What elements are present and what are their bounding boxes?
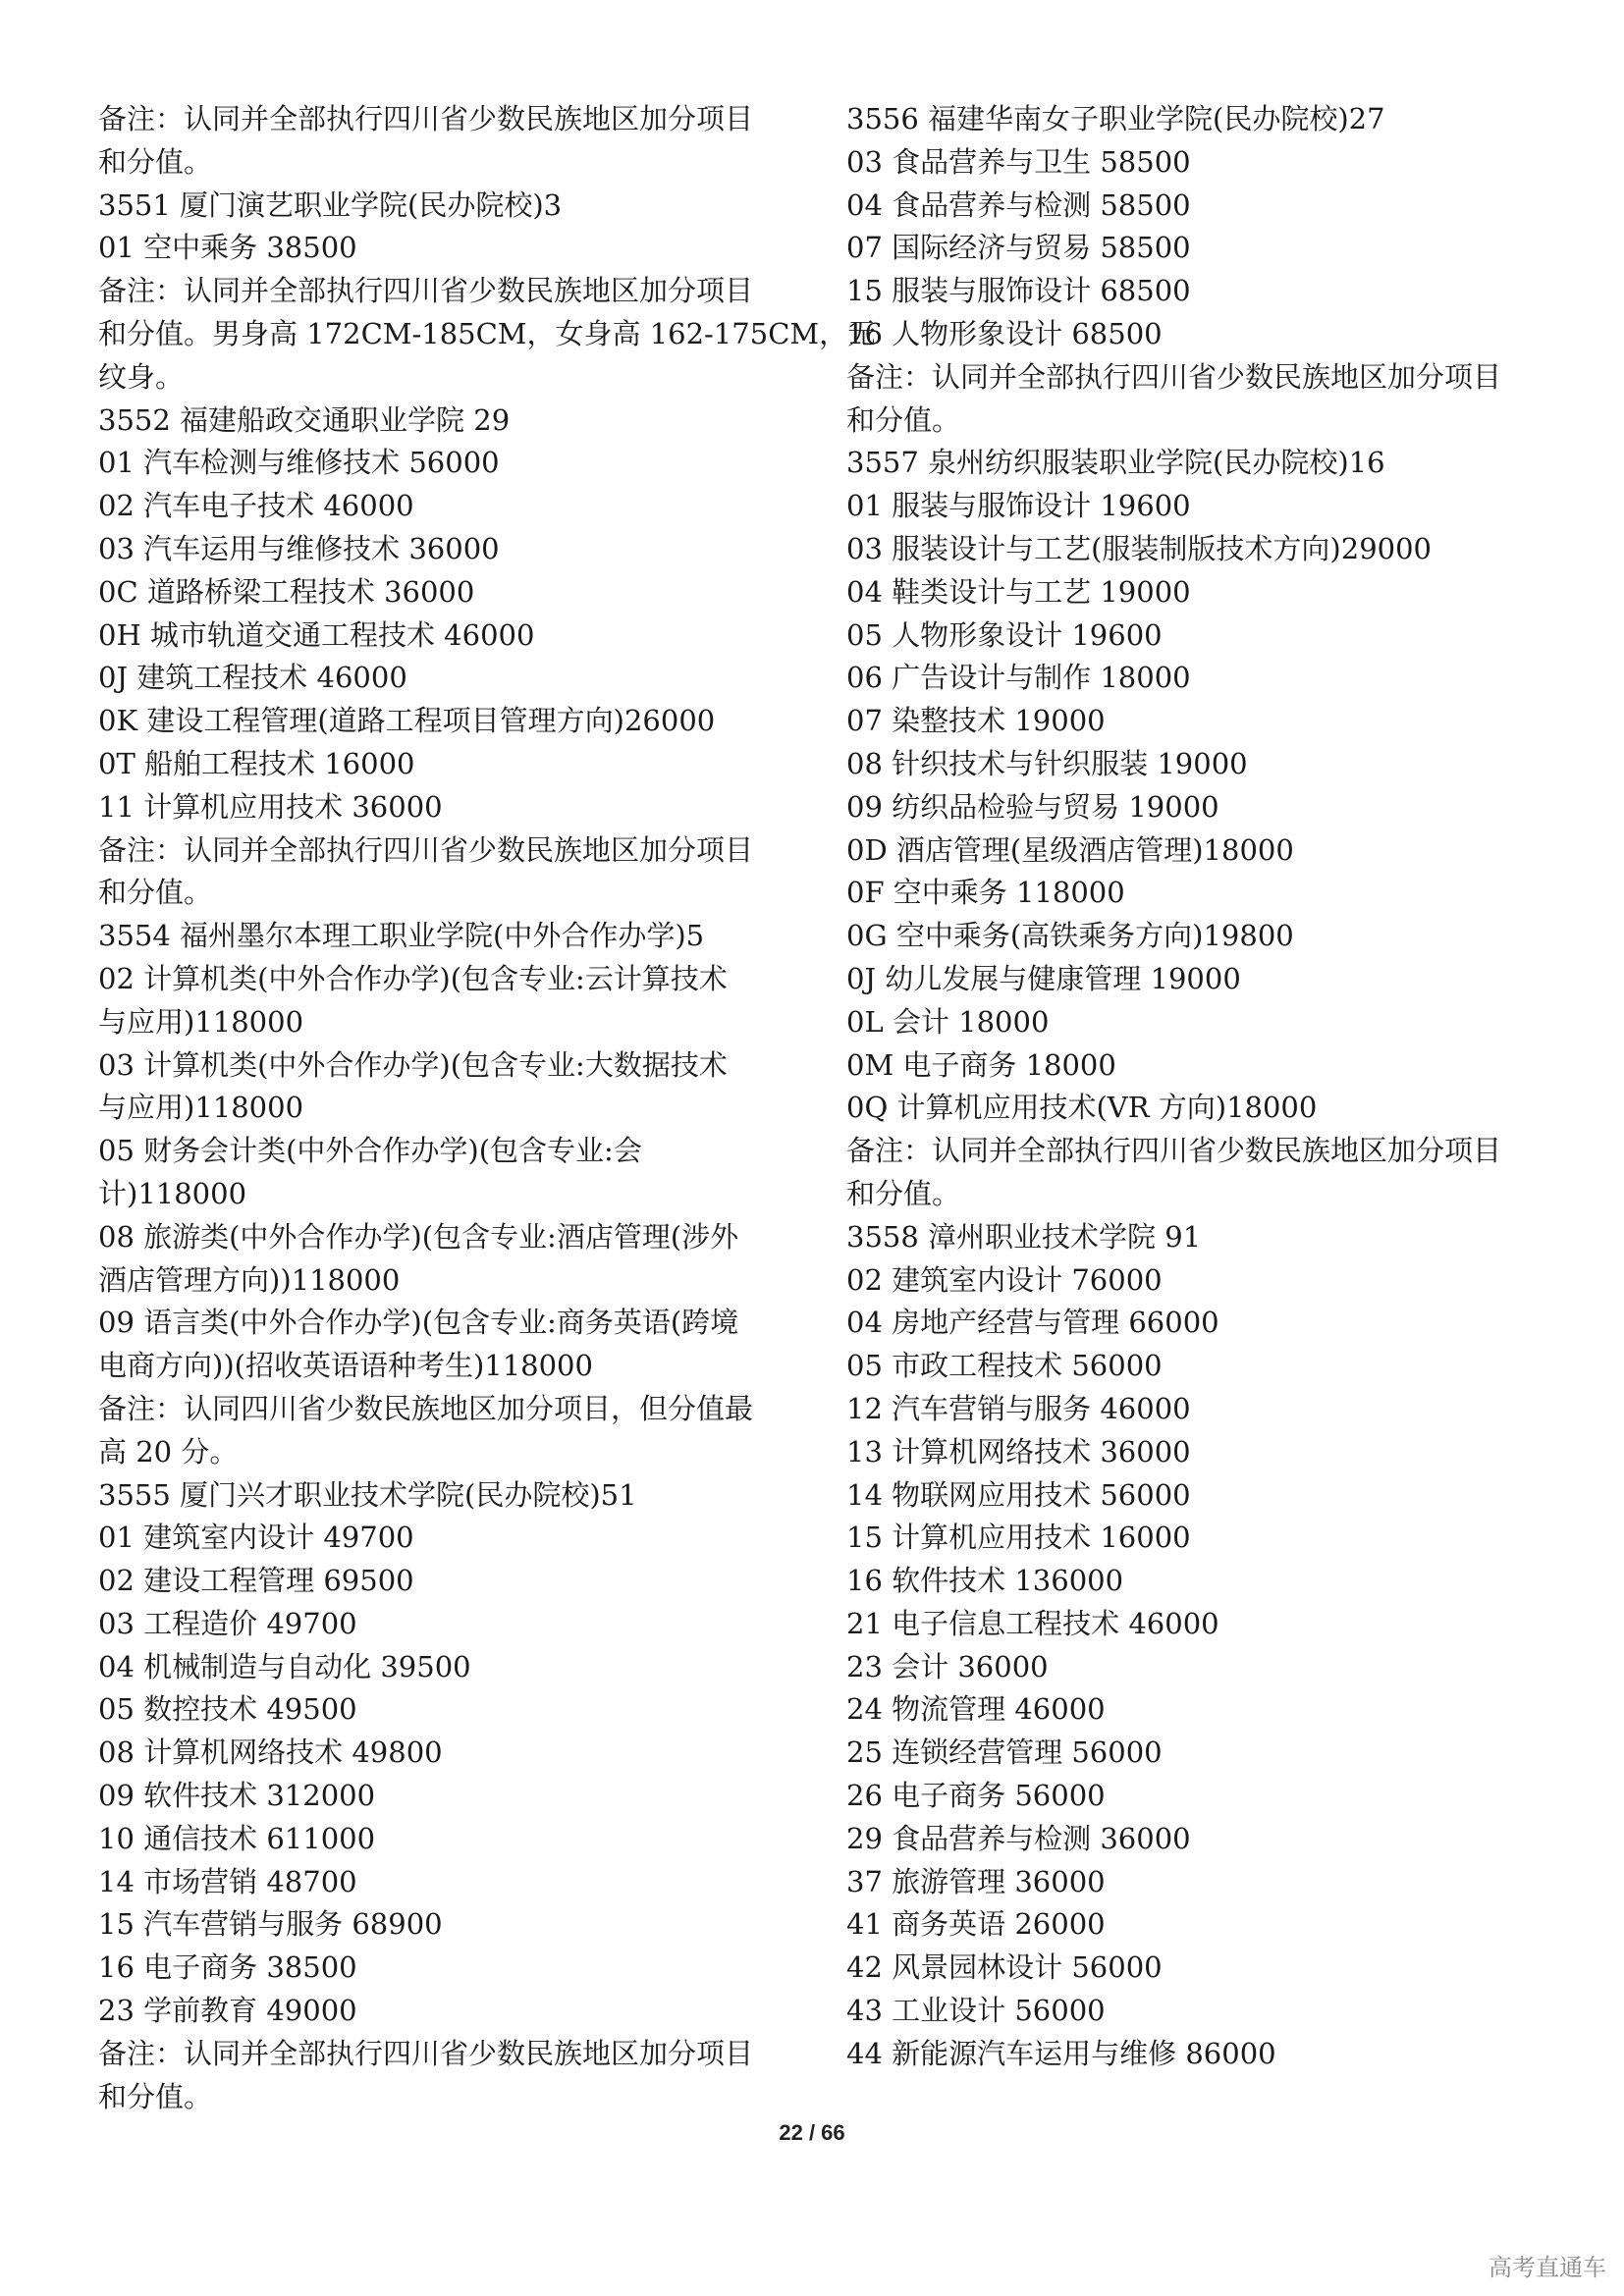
text-line: 与应用)118000 [98,1004,304,1039]
text-line: 0Q 计算机应用技术(VR 方向)18000 [846,1091,1318,1125]
text-line: 09 纺织品检验与贸易 19000 [846,789,1219,824]
text-line: 备注：认同并全部执行四川省少数民族地区加分项目 [98,2036,754,2070]
text-line: 3557 泉州纺织服装职业学院(民办院校)16 [846,446,1385,480]
text-line: 13 计算机网络技术 36000 [846,1434,1191,1468]
text-line: 电商方向))(招收英语语种考生)118000 [98,1349,593,1383]
text-line: 和分值。 [846,1176,961,1210]
text-line: 15 汽车营销与服务 68900 [98,1907,443,1942]
text-line: 15 服装与服饰设计 68500 [846,274,1191,308]
text-line: 04 房地产经营与管理 66000 [846,1306,1219,1340]
text-line: 06 广告设计与制作 18000 [846,661,1191,695]
text-line: 酒店管理方向))118000 [98,1262,401,1297]
text-line: 16 软件技术 136000 [846,1564,1124,1598]
text-line: 04 鞋类设计与工艺 19000 [846,574,1191,609]
text-line: 和分值。 [98,144,213,179]
text-line: 0L 会计 18000 [846,1004,1050,1039]
left-column [98,98,877,2118]
text-line: 07 染整技术 19000 [846,704,1106,738]
watermark-text: 高考直通车 [1489,2254,1606,2281]
text-line: 0M 电子商务 18000 [846,1047,1116,1082]
text-line: 纹身。 [98,359,185,394]
text-line: 3555 厦门兴才职业技术学院(民办院校)51 [98,1477,637,1512]
text-line: 29 食品营养与检测 36000 [846,1821,1191,1855]
text-line: 和分值。 [98,876,213,910]
text-line: 与应用)118000 [98,1091,304,1125]
text-line: 和分值。男身高 172CM-185CM，女身高 162-175CM，无 [98,316,877,350]
text-line: 0K 建设工程管理(道路工程项目管理方向)26000 [98,704,716,738]
text-line: 高 20 分。 [98,1434,239,1468]
text-line: 备注：认同并全部执行四川省少数民族地区加分项目 [98,832,754,867]
text-line: 计)118000 [98,1176,247,1210]
text-line: 43 工业设计 56000 [846,1994,1106,2028]
text-line: 02 建筑室内设计 76000 [846,1262,1163,1297]
text-line: 04 机械制造与自动化 39500 [98,1649,471,1683]
text-line: 03 计算机类(中外合作办学)(包含专业:大数据技术 [98,1047,728,1082]
text-line: 10 通信技术 611000 [98,1821,376,1855]
text-line: 3554 福州墨尔本理工职业学院(中外合作办学)5 [98,919,705,953]
text-line: 0F 空中乘务 118000 [846,876,1125,910]
text-line: 07 国际经济与贸易 58500 [846,231,1191,265]
text-line: 01 服装与服饰设计 19600 [846,489,1191,523]
text-line: 05 人物形象设计 19600 [846,617,1163,652]
text-line: 08 计算机网络技术 49800 [98,1735,443,1770]
text-line: 05 财务会计类(中外合作办学)(包含专业:会 [98,1134,642,1168]
text-line: 21 电子信息工程技术 46000 [846,1606,1219,1640]
text-line: 03 汽车运用与维修技术 36000 [98,531,500,565]
text-line: 26 电子商务 56000 [846,1779,1106,1813]
text-line: 04 食品营养与检测 58500 [846,187,1191,222]
text-line: 08 针织技术与针织服装 19000 [846,746,1248,780]
text-line: 0T 船舶工程技术 16000 [98,746,415,780]
text-line: 0C 道路桥梁工程技术 36000 [98,574,475,609]
text-line: 23 会计 36000 [846,1649,1049,1683]
text-line: 12 汽车营销与服务 46000 [846,1391,1191,1425]
text-line: 11 计算机应用技术 36000 [98,789,443,824]
text-line: 37 旅游管理 36000 [846,1864,1106,1898]
text-line: 15 计算机应用技术 16000 [846,1521,1191,1555]
text-line: 0H 城市轨道交通工程技术 46000 [98,617,535,652]
text-line: 3558 漳州职业技术学院 91 [846,1219,1202,1254]
text-line: 05 市政工程技术 56000 [846,1349,1163,1383]
text-line: 02 建设工程管理 69500 [98,1564,414,1598]
text-line: 0J 建筑工程技术 46000 [98,661,407,695]
text-line: 备注：认同并全部执行四川省少数民族地区加分项目 [846,359,1502,394]
text-line: 24 物流管理 46000 [846,1692,1106,1727]
right-column [846,98,1553,2076]
text-line: 3556 福建华南女子职业学院(民办院校)27 [846,102,1385,135]
text-line: 05 数控技术 49500 [98,1692,357,1727]
text-line: 42 风景园林设计 56000 [846,1950,1163,1985]
text-line: 14 市场营销 48700 [98,1864,357,1898]
page-number: 22 / 66 [779,2120,845,2145]
text-line: 备注：认同并全部执行四川省少数民族地区加分项目 [98,274,754,308]
text-line: 44 新能源汽车运用与维修 86000 [846,2036,1276,2070]
text-line: 03 服装设计与工艺(服装制版技术方向)29000 [846,531,1433,565]
text-line: 08 旅游类(中外合作办学)(包含专业:酒店管理(涉外 [98,1219,739,1254]
text-line: 备注：认同并全部执行四川省少数民族地区加分项目 [98,102,754,135]
text-line: 0J 幼儿发展与健康管理 19000 [846,961,1241,995]
text-line: 01 空中乘务 38500 [98,231,357,265]
text-line: 和分值。 [846,402,961,437]
text-line: 01 汽车检测与维修技术 56000 [98,446,500,480]
text-line: 和分值。 [98,2079,213,2113]
text-line: 03 工程造价 49700 [98,1606,357,1640]
text-line: 14 物联网应用技术 56000 [846,1477,1191,1512]
text-line: 备注：认同四川省少数民族地区加分项目，但分值最 [98,1391,754,1425]
text-line: 16 电子商务 38500 [98,1950,357,1985]
text-line: 01 建筑室内设计 49700 [98,1521,414,1555]
text-line: 3552 福建船政交通职业学院 29 [98,402,511,437]
text-line: 41 商务英语 26000 [846,1907,1106,1942]
text-line: 16 人物形象设计 68500 [846,316,1163,350]
text-line: 备注：认同并全部执行四川省少数民族地区加分项目 [846,1134,1502,1168]
text-line: 03 食品营养与卫生 58500 [846,144,1191,179]
text-line: 02 汽车电子技术 46000 [98,489,414,523]
text-line: 3551 厦门演艺职业学院(民办院校)3 [98,187,563,222]
text-line: 0G 空中乘务(高铁乘务方向)19800 [846,919,1294,953]
text-line: 02 计算机类(中外合作办学)(包含专业:云计算技术 [98,961,728,995]
text-line: 0D 酒店管理(星级酒店管理)18000 [846,832,1294,867]
text-line: 09 语言类(中外合作办学)(包含专业:商务英语(跨境 [98,1306,739,1340]
text-line: 09 软件技术 312000 [98,1779,376,1813]
text-line: 25 连锁经营管理 56000 [846,1735,1163,1770]
text-line: 23 学前教育 49000 [98,1994,357,2028]
